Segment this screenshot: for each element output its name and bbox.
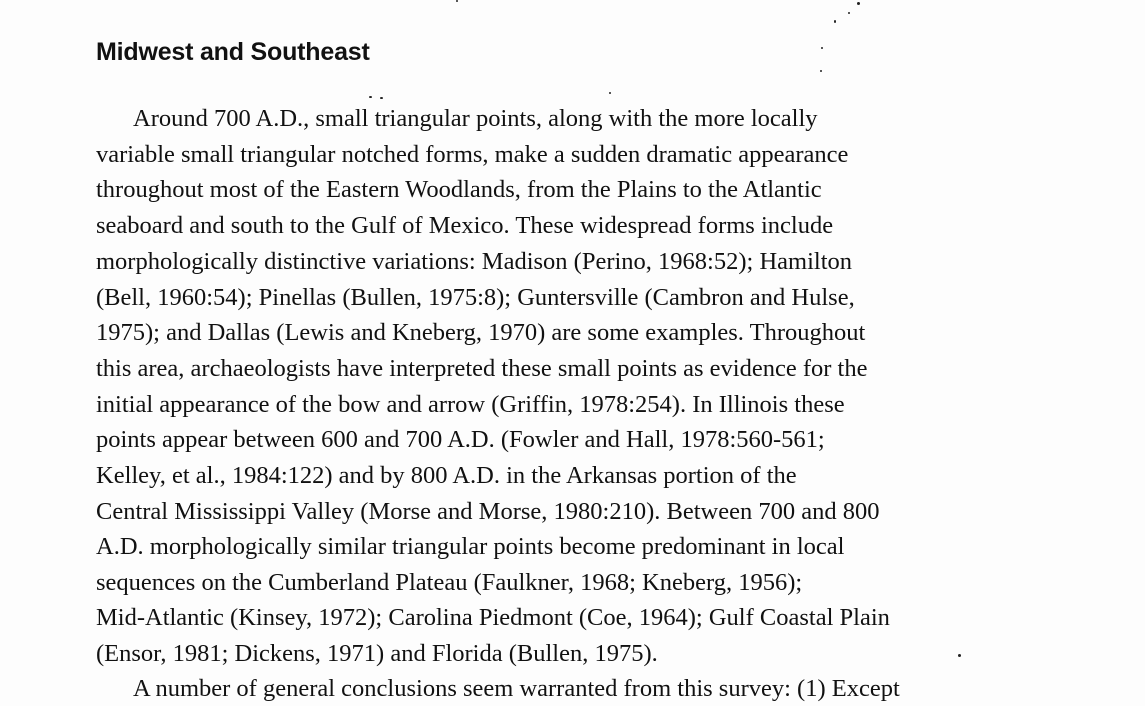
paragraph-line: sequences on the Cumberland Plateau (Faulkner, 1968; Kneberg, 1956);	[96, 569, 803, 596]
paragraph-line: Central Mississippi Valley (Morse and Morse, 1980:210). Between 700 and 800	[96, 498, 880, 525]
paragraph-line: Around 700 A.D., small triangular points, along with the more locally	[133, 105, 818, 132]
paragraph-line: 1975); and Dallas (Lewis and Kneberg, 1970) are some examples. Throughout	[96, 319, 866, 346]
paragraph-line: Kelley, et al., 1984:122) and by 800 A.D. in the Arkansas portion of the	[96, 462, 797, 489]
paragraph-line: variable small triangular notched forms, make a sudden dramatic appearance	[96, 141, 849, 168]
paragraph-line: A number of general conclusions seem warranted from this survey: (1) Except	[133, 675, 900, 702]
scan-speck	[834, 20, 836, 23]
scan-speck	[821, 47, 823, 49]
paragraph-line: (Ensor, 1981; Dickens, 1971) and Florida (Bullen, 1975).	[96, 640, 658, 667]
paragraph-line: initial appearance of the bow and arrow (Griffin, 1978:254). In Illinois these	[96, 391, 845, 418]
scan-speck	[958, 654, 961, 657]
paragraph-line: throughout most of the Eastern Woodlands, from the Plains to the Atlantic	[96, 176, 822, 203]
scan-speck	[848, 12, 850, 14]
section-heading: Midwest and Southeast	[96, 38, 370, 66]
scan-speck	[857, 2, 860, 5]
paragraph-line: Mid-Atlantic (Kinsey, 1972); Carolina Piedmont (Coe, 1964); Gulf Coastal Plain	[96, 604, 890, 631]
paragraph-line: A.D. morphologically similar triangular points become predominant in local	[96, 533, 845, 560]
paragraph-line: (Bell, 1960:54); Pinellas (Bullen, 1975:8); Guntersville (Cambron and Hulse,	[96, 284, 855, 311]
scan-speck	[369, 96, 372, 98]
paragraph-line: seaboard and south to the Gulf of Mexico. These widespread forms include	[96, 212, 834, 239]
paragraph-line: this area, archaeologists have interpreted these small points as evidence for the	[96, 355, 868, 382]
paragraph-line: morphologically distinctive variations: Madison (Perino, 1968:52); Hamilton	[96, 248, 852, 275]
scan-speck	[820, 70, 822, 72]
scan-speck	[456, 0, 458, 2]
paragraph-line: points appear between 600 and 700 A.D. (Fowler and Hall, 1978:560-561;	[96, 426, 825, 453]
scan-speck	[380, 97, 383, 99]
scan-speck	[609, 92, 611, 94]
